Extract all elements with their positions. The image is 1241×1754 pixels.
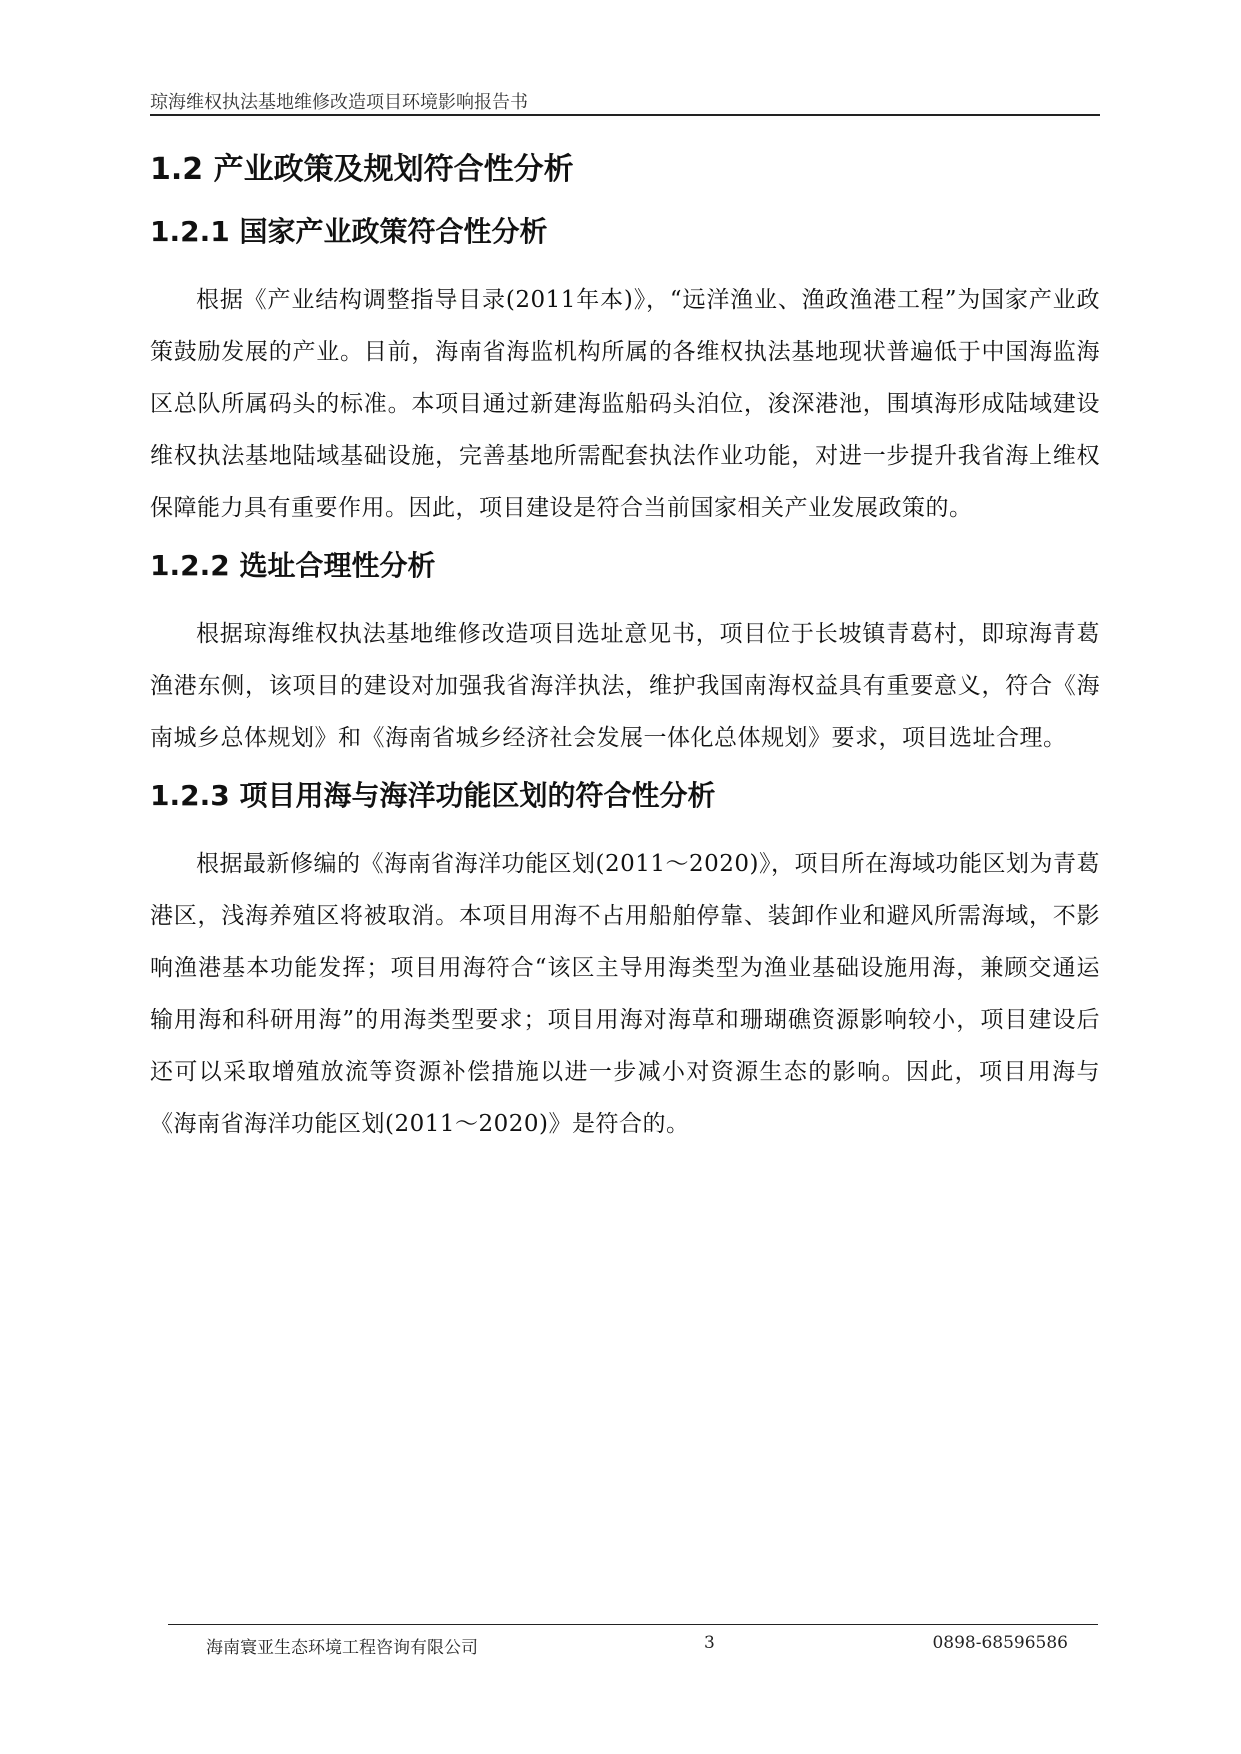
page-footer bbox=[168, 1624, 1098, 1661]
paragraph-marine-zoning: 根据最新修编的《海南省海洋功能区划(2011～2020)》，项目所在海域功能区划为青葛港区，浅海养殖区将被取消。本项目用海不占用船舶停靠、装卸作业和避风所需海域，不影响渔港基本功能发挥；项目用海符合“该区主导用海类型为渔业基础设施用海，兼顾交通运输用海和科研用海”的用海类型要求；项目用海对海草和珊瑚礁资源影响较小，项目建设后还可以采取增殖放流等资源补偿措施以进一步减小对资源生态的影响。因此，项目用海与《海南省海洋功能区划(2011～2020)》是符合的。 bbox=[150, 851, 1101, 1137]
footer-phone: 0898-68596586 bbox=[932, 1633, 1068, 1653]
subsection-heading-1-2-1: 1.2.1 国家产业政策符合性分析 bbox=[150, 215, 548, 248]
page-number: 3 bbox=[704, 1633, 715, 1653]
page-header bbox=[150, 84, 1100, 116]
section-heading: 1.2 产业政策及规划符合性分析 bbox=[150, 152, 574, 187]
paragraph-industry-policy: 根据《产业结构调整指导目录(2011年本)》，“远洋渔业、渔政渔港工程”为国家产业政策鼓励发展的产业。目前，海南省海监机构所属的各维权执法基地现状普遍低于中国海监海区总队所属码头的标准。本项目通过新建海监船码头泊位，浚深港池，围填海形成陆域建设维权执法基地陆域基础设施，完善基地所需配套执法作业功能，对进一步提升我省海上维权保障能力具有重要作用。因此，项目建设是符合当前国家相关产业发展政策的。 bbox=[150, 287, 1100, 521]
footer-company: 海南寰亚生态环境工程咨询有限公司 bbox=[206, 1638, 478, 1658]
paragraph-site-selection: 根据琼海维权执法基地维修改造项目选址意见书，项目位于长坡镇青葛村，即琼海青葛渔港东侧，该项目的建设对加强我省海洋执法，维护我国南海权益具有重要意义，符合《海南城乡总体规划》和《海南省城乡经济社会发展一体化总体规划》要求，项目选址合理。 bbox=[150, 621, 1100, 751]
document-title: 琼海维权执法基地维修改造项目环境影响报告书 bbox=[150, 92, 528, 113]
document-body bbox=[150, 150, 1100, 1150]
subsection-heading-1-2-2: 1.2.2 选址合理性分析 bbox=[150, 549, 436, 582]
subsection-heading-1-2-3: 1.2.3 项目用海与海洋功能区划的符合性分析 bbox=[150, 779, 716, 812]
